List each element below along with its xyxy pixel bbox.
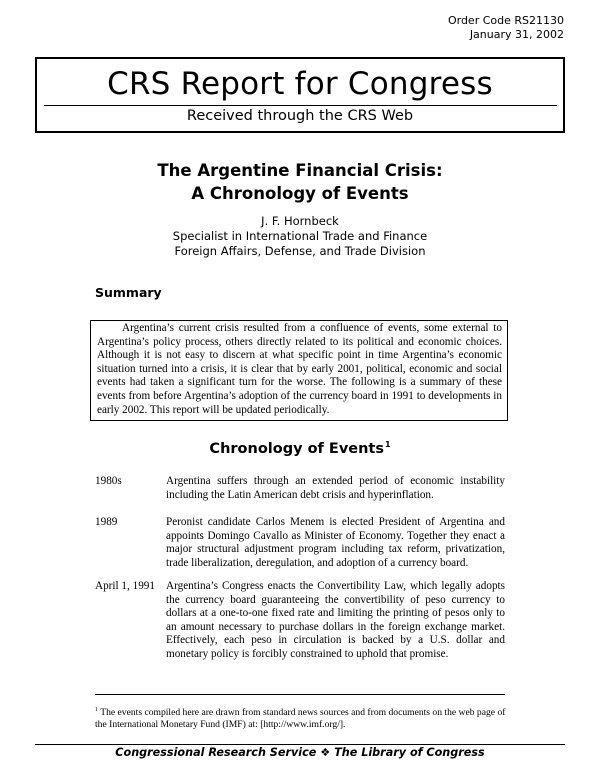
summary-box: [90, 320, 508, 421]
report-title-line2: A Chronology of Events: [191, 184, 409, 203]
event-date: 1989: [95, 516, 118, 528]
chronology-entry: [95, 580, 505, 662]
footer-divider: [35, 744, 565, 745]
event-description: Peronist candidate Carlos Menem is elected President of Argentina and appoints Domingo Cavallo as Minister of Economy. Together they enact a major structural adjustment program including tax reform, privatization, trade liberalization, deregulation, and adoption of a currency board.: [166, 516, 505, 569]
footnote-divider: [95, 694, 505, 695]
footer-text: Congressional Research Service ❖ The Library of Congress: [115, 746, 485, 759]
footnote-reference[interactable]: 1: [385, 440, 391, 449]
report-title-line1: The Argentine Financial Crisis:: [157, 161, 443, 180]
chronology-heading-text: Chronology of Events: [209, 441, 384, 457]
chronology-entry: [95, 475, 505, 502]
chronology-heading: [0, 440, 600, 457]
report-date: January 31, 2002: [469, 28, 564, 41]
chronology-entry: [95, 516, 505, 570]
masthead-box: [35, 57, 565, 133]
report-title: [0, 159, 600, 205]
footnote-text: The events compiled here are drawn from standard news sources and from documents on the web page of the International Monetary Fund (IMF) at: [http://www.imf.org/].: [95, 707, 506, 730]
footnote-marker: 1: [95, 707, 98, 713]
summary-text: Argentina’s current crisis resulted from a confluence of events, some external to Argentina’s policy process, others directly related to its political and economic choices. Although it is not easy to discern at what specific point in time Argentina’s economic situation turned into a crisis, it is clear that by early 2001, political, economic and social events had taken a significant turn for the worse. The following is a summary of these events from before Argentina’s adoption of the currency board in 1991 to developments in early 2002. This report will be updated periodically.: [97, 322, 502, 416]
masthead-subtitle: Received through the CRS Web: [186, 108, 414, 124]
event-description: Argentina suffers through an extended period of economic instability including the Latin American debt crisis and hyperinflation.: [166, 475, 505, 501]
event-description: Argentina’s Congress enacts the Convertibility Law, which legally adopts the currency board guaranteeing the convertibility of peso currency to dollars at a one-to-one fixed rate and limiting the printing of pesos only to an amount necessary to purchase dollars in the foreign exchange market. Effectively, each peso in circulation is backed by a U.S. dollar and monetary policy is forcibly constrained to uphold that promise.: [166, 580, 505, 660]
order-code: Order Code RS21130: [447, 14, 564, 27]
author-name: J. F. Hornbeck: [261, 214, 339, 228]
author-block: [0, 214, 600, 259]
author-title: Specialist in International Trade and Finance: [172, 229, 428, 243]
event-date: April 1, 1991: [95, 580, 155, 592]
event-date: 1980s: [95, 475, 122, 487]
author-division: Foreign Affairs, Defense, and Trade Division: [174, 244, 426, 258]
summary-heading: Summary: [95, 285, 162, 300]
order-code-block: [448, 14, 564, 42]
masthead-title: CRS Report for Congress: [107, 66, 493, 102]
footnote: [95, 704, 508, 731]
